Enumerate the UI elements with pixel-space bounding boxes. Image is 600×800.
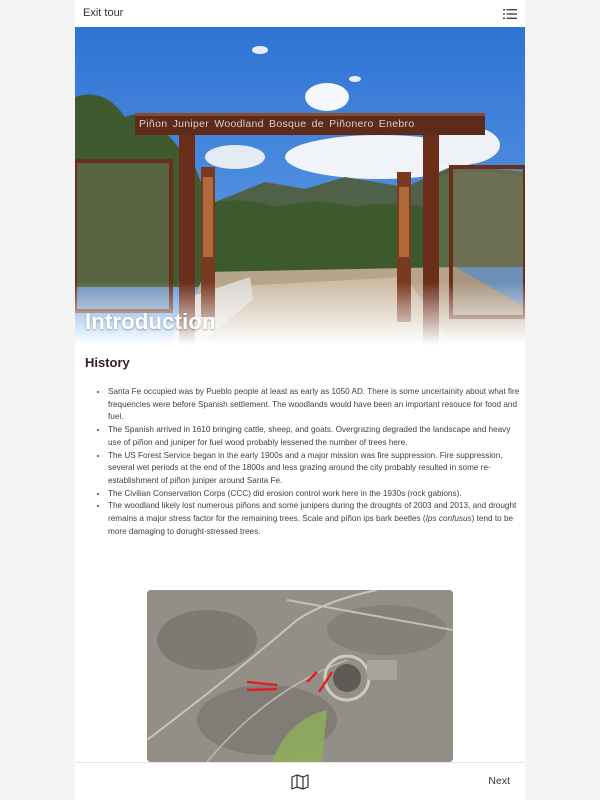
species-name: Ips confusus	[425, 514, 472, 524]
list-item-text: The woodland likely lost numerous piñons and some junipers during the droughts of 2003 and 2013, and drought remains a major stress factor for the remaining trees. Scale and piñon ips bark beetles (	[108, 501, 517, 524]
list-icon[interactable]	[503, 7, 517, 19]
sign-lettering: Piñon Juniper Woodland Bosque de Piñonero Enebro	[139, 118, 415, 130]
history-list	[108, 386, 520, 538]
list-item: • The US Forest Service began in the early 1900s and a major mission was fire suppression. Fire suppression, several wet periods at the end of the 1800s and less grazing around the city probably resulted in some re-establishment of piñon juniper around Santa Fe.	[108, 450, 520, 488]
list-item: • The Civilian Conservation Corps (CCC) did erosion control work here in the 1930s (rock gabions).	[108, 488, 520, 501]
top-bar	[75, 0, 525, 27]
tour-panel	[75, 0, 525, 800]
list-item	[108, 500, 520, 538]
list-item: • The Spanish arrived in 1610 bringing cattle, sheep, and goats. Overgrazing degraded the landscape and heavy use of piñon and juniper for fuel wood probably lessened the number of trees here.	[108, 424, 520, 449]
section-heading: History	[85, 355, 130, 370]
list-item: • Santa Fe occupied was by Pueblo people at least as early as 1050 AD. There is some uncertainity about what fire frequencies were before Spanish settlement. The woodlands would have been an important resouce for food and fuel.	[108, 386, 520, 424]
list-item-text: ) tend to be more damaging to dorught-stressed trees.	[108, 514, 514, 536]
page-title: Introduction	[85, 309, 216, 334]
map-icon[interactable]	[291, 774, 309, 790]
hero-photo	[75, 27, 525, 345]
aerial-map-image	[147, 590, 453, 762]
exit-tour-link[interactable]: Exit tour	[83, 7, 124, 19]
bottom-bar	[75, 762, 525, 800]
next-button[interactable]: Next	[488, 775, 510, 787]
